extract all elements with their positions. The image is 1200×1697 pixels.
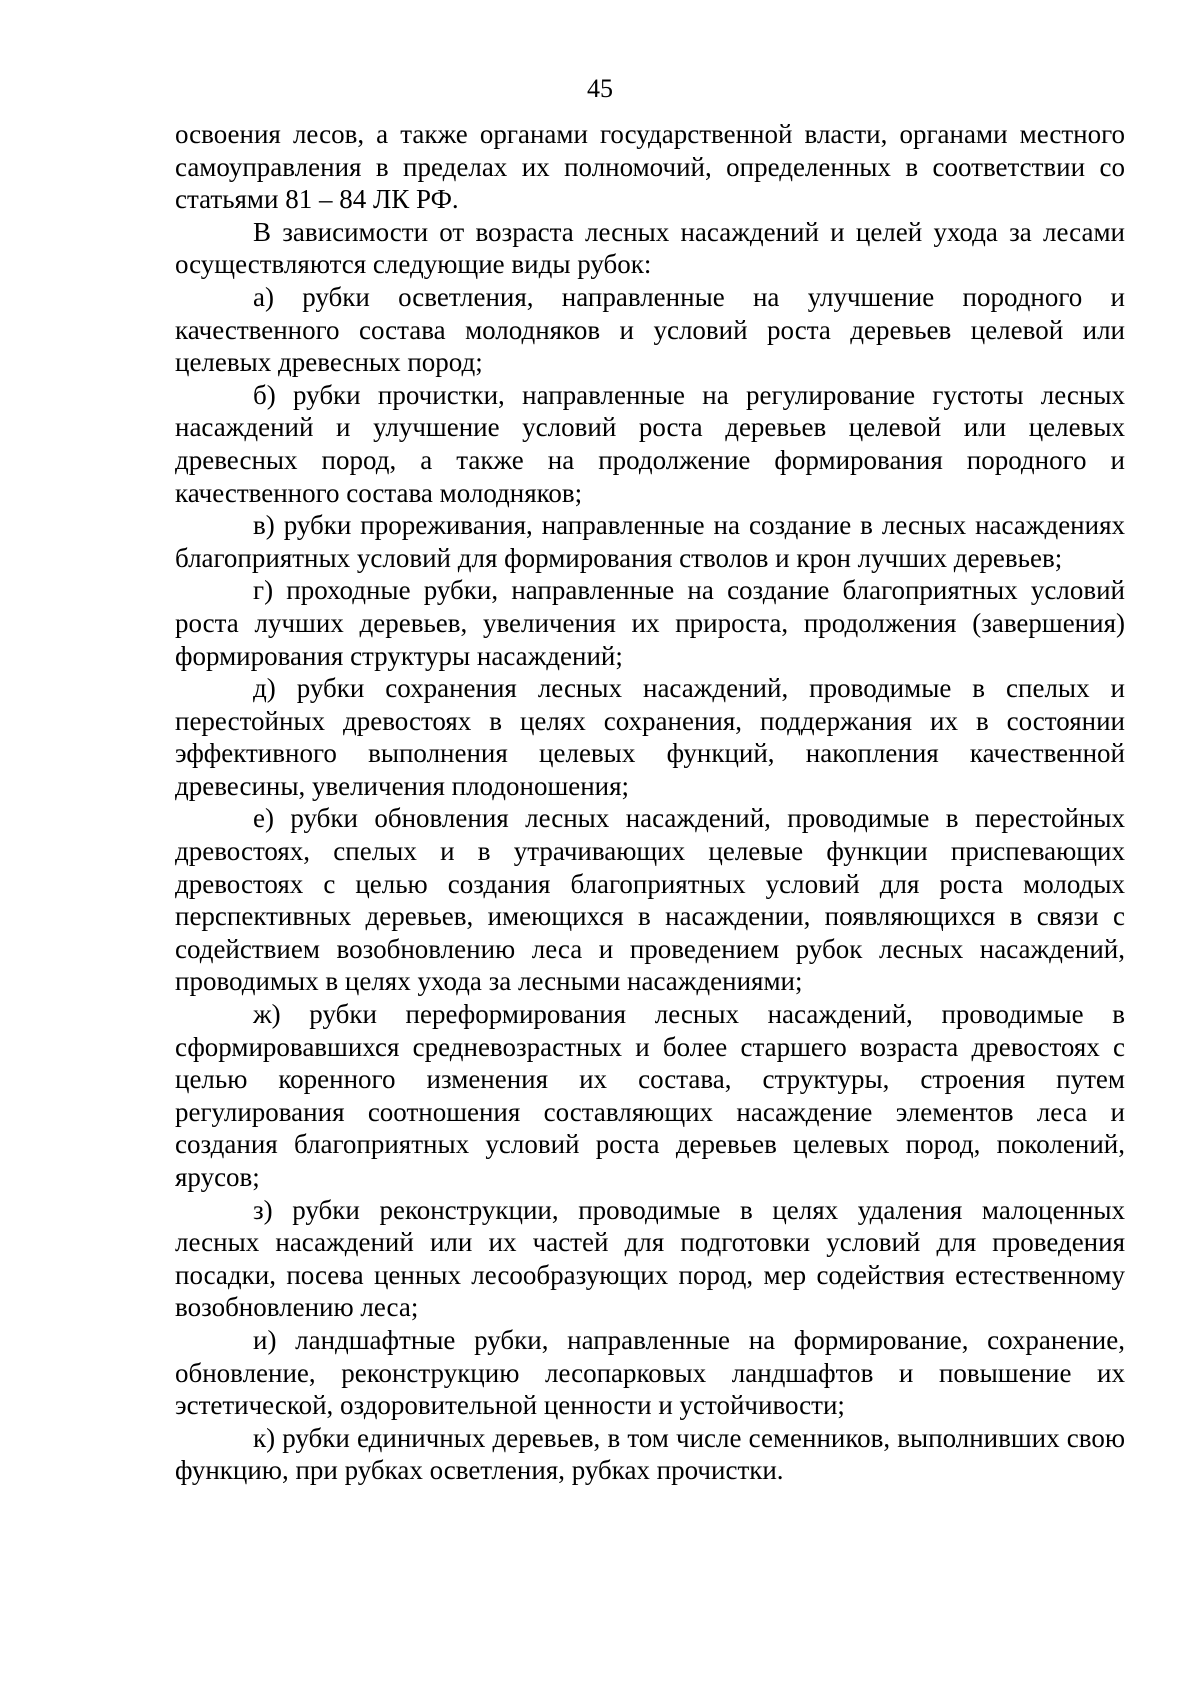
list-item-k: к) рубки единичных деревьев, в том числе семенников, выполнивших свою функцию, при рубках осветления, рубках прочистки. — [175, 1422, 1125, 1486]
list-item-zh: ж) рубки переформирования лесных насаждений, проводимые в сформировавшихся средневозрастных и более старшего возраста древостоях с целью коренного изменения их состава, структуры, строения путем регулирования соотношения составляющих насаждение элементов леса и создания благоприятных условий роста деревьев целевых пород, поколений, ярусов; — [175, 999, 1125, 1192]
list-item-d: д) рубки сохранения лесных насаждений, проводимые в спелых и перестойных древостоях в целях сохранения, поддержания их в состоянии эффективного выполнения целевых функций, накопления качественной древесины, увеличения плодоношения; — [175, 673, 1125, 801]
list-item-e: е) рубки обновления лесных насаждений, проводимые в перестойных древостоях, спелых и в утрачивающих целевые функции приспевающих древостоях с целью создания благоприятных условий для роста молодых перспективных деревьев, имеющихся в насаждении, появляющихся в связи с содействием возобновлению леса и проведением рубок лесных насаждений, проводимых в целях ухода за лесными насаждениями; — [175, 803, 1125, 997]
list-item-v: в) рубки прореживания, направленные на создание в лесных насаждениях благоприятных условий для формирования стволов и крон лучших деревьев; — [175, 510, 1125, 573]
list-item-a: а) рубки осветления, направленные на улучшение породного и качественного состава молодняков и условий роста деревьев целевой или целевых древесных пород; — [175, 281, 1125, 378]
list-item-b: б) рубки прочистки, направленные на регулирование густоты лесных насаждений и улучшение условий роста деревьев целевой или целевых древесных пород, а также на продолжение формирования породного и качественного состава молодняков; — [175, 379, 1125, 508]
list-item-g: г) проходные рубки, направленные на создание благоприятных условий роста лучших деревьев, увеличения их прироста, продолжения (завершения) формирования структуры насаждений; — [175, 575, 1125, 671]
list-item-z: з) рубки реконструкции, проводимые в целях удаления малоценных лесных насаждений или их частей для подготовки условий для проведения посадки, посева ценных лесообразующих пород, мер содействия естественному возобновлению леса; — [175, 1194, 1125, 1323]
document-body — [175, 118, 1125, 1487]
paragraph-continuation: освоения лесов, а также органами государственной власти, органами местного самоуправления в пределах их полномочий, определенных в соответствии со статьями 81 – 84 ЛК РФ. — [175, 119, 1125, 215]
paragraph-intro: В зависимости от возраста лесных насаждений и целей ухода за лесами осуществляются следующие виды рубок: — [175, 216, 1125, 280]
list-item-i: и) ландшафтные рубки, направленные на формирование, сохранение, обновление, реконструкцию лесопарковых ландшафтов и повышение их эстетической, оздоровительной ценности и устойчивости; — [175, 1324, 1125, 1421]
page-number: 45 — [587, 74, 613, 103]
